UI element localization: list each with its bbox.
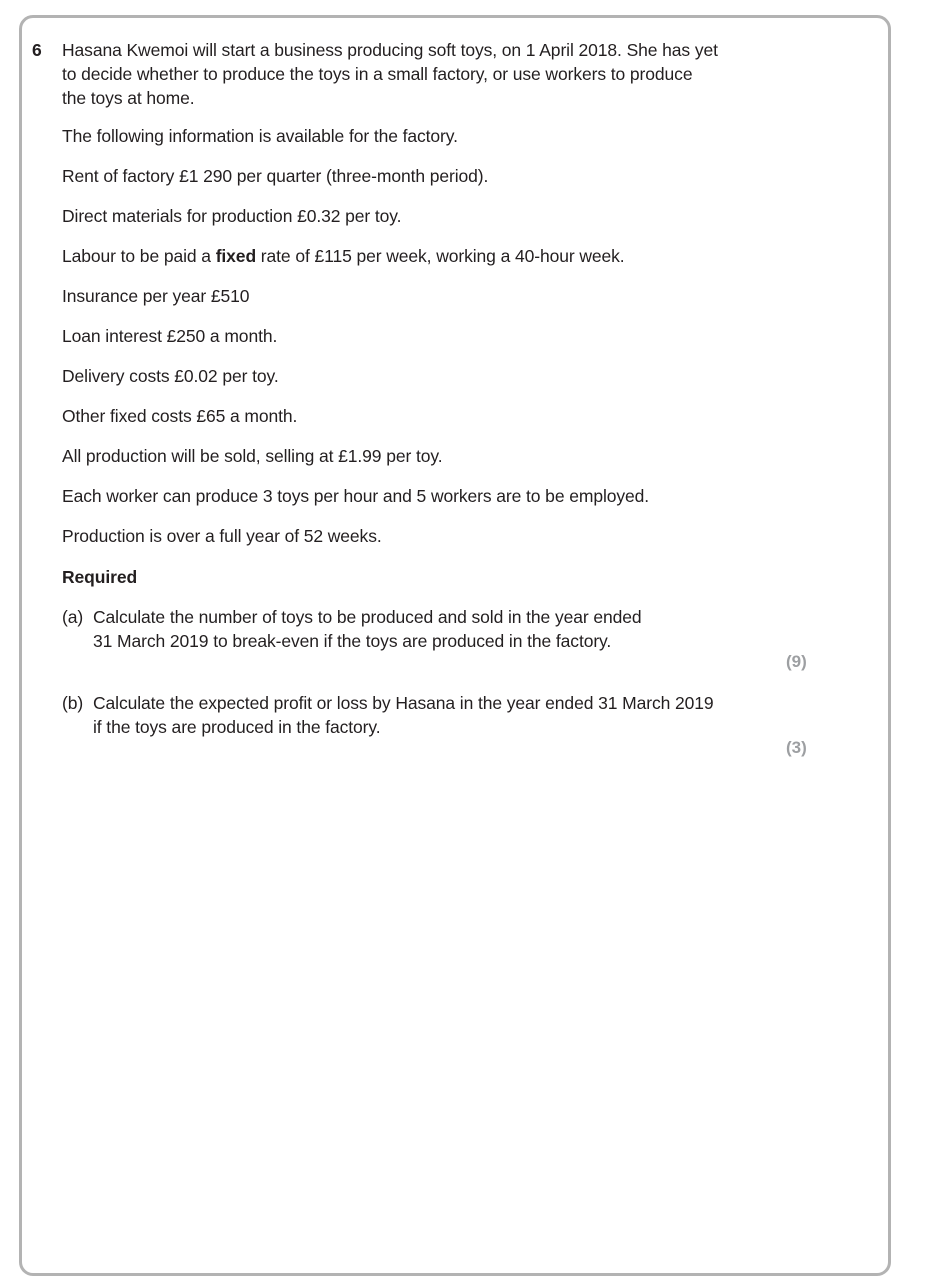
labour-fixed-emphasis: fixed bbox=[215, 246, 257, 266]
part-a-marks: (9) bbox=[786, 652, 807, 671]
info-insurance: Insurance per year £510 bbox=[62, 286, 250, 306]
intro-line-3: the toys at home. bbox=[62, 88, 195, 108]
part-a-line-1: Calculate the number of toys to be produced and sold in the year ended bbox=[93, 607, 642, 627]
labour-text: Labour to be paid a bbox=[62, 246, 216, 266]
intro-line-2: to decide whether to produce the toys in a small factory, or use workers to produce bbox=[62, 64, 693, 84]
question-number: 6 bbox=[32, 40, 42, 60]
info-materials: Direct materials for production £0.32 per toy. bbox=[62, 206, 402, 226]
part-b-marks: (3) bbox=[786, 738, 807, 757]
info-production: Production is over a full year of 52 weeks. bbox=[62, 526, 382, 546]
info-other: Other fixed costs £65 a month. bbox=[62, 406, 298, 426]
info-labour bbox=[62, 244, 625, 268]
info-workers: Each worker can produce 3 toys per hour and 5 workers are to be employed. bbox=[62, 486, 650, 506]
labour-text-rest: rate of £115 per week, working a 40-hour week. bbox=[256, 246, 625, 266]
info-delivery: Delivery costs £0.02 per toy. bbox=[62, 366, 279, 386]
info-rent: Rent of factory £1 290 per quarter (three-month period). bbox=[62, 166, 489, 186]
part-b-line-1: Calculate the expected profit or loss by Hasana in the year ended 31 March 2019 bbox=[93, 693, 714, 713]
info-heading: The following information is available for the factory. bbox=[62, 126, 458, 146]
info-loan: Loan interest £250 a month. bbox=[62, 326, 278, 346]
part-b-line-2: if the toys are produced in the factory. bbox=[93, 717, 381, 737]
part-a-line-2: 31 March 2019 to break-even if the toys are produced in the factory. bbox=[93, 631, 612, 651]
required-heading: Required bbox=[62, 567, 138, 587]
info-selling: All production will be sold, selling at £1.99 per toy. bbox=[62, 446, 443, 466]
intro-line-1: Hasana Kwemoi will start a business producing soft toys, on 1 April 2018. She has yet bbox=[62, 40, 718, 60]
part-a-label: (a) bbox=[62, 607, 84, 627]
part-b-label: (b) bbox=[62, 693, 84, 713]
